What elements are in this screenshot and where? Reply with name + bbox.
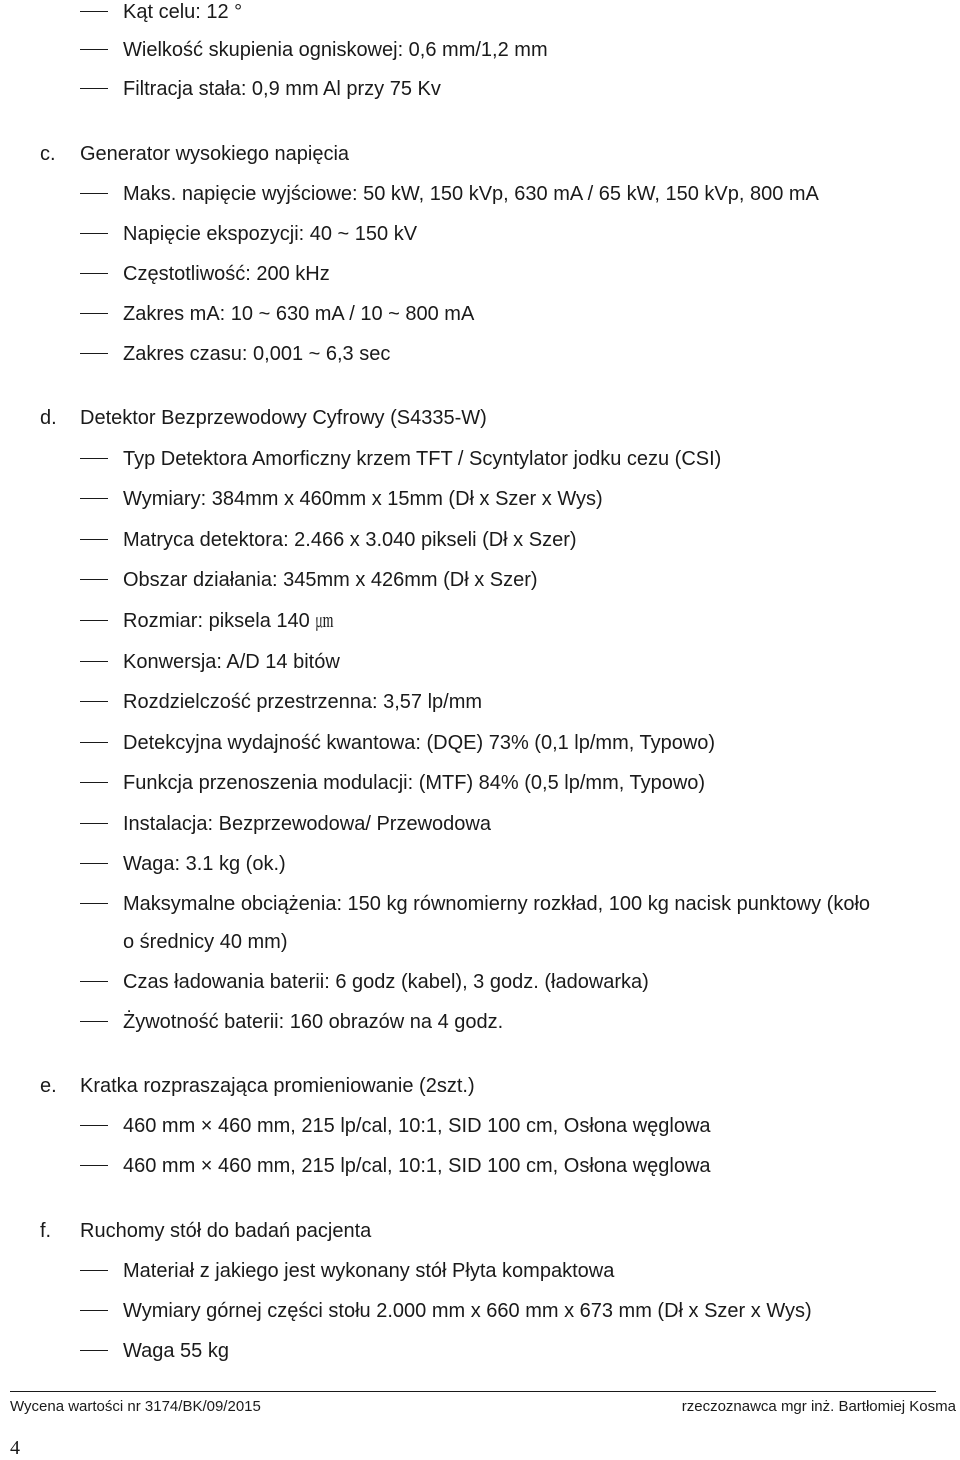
section-title: Kratka rozpraszająca promieniowanie (2szt.) xyxy=(80,1075,475,1097)
list-item-text: Wymiary górnej części stołu 2.000 mm x 660 mm x 673 mm (Dł x Szer x Wys) xyxy=(123,1300,812,1322)
section-letter: c. xyxy=(40,143,56,165)
footer-divider xyxy=(10,1391,936,1392)
section-heading-f xyxy=(0,1211,960,1251)
list-item-text: Żywotność baterii: 160 obrazów na 4 godz. xyxy=(123,1011,504,1033)
dash-bullet xyxy=(80,313,108,314)
list-item-continuation xyxy=(0,922,960,962)
list-item xyxy=(0,642,960,682)
list-item xyxy=(0,69,960,109)
list-item-text: Instalacja: Bezprzewodowa/ Przewodowa xyxy=(123,813,491,835)
section-heading-d xyxy=(0,398,960,438)
list-item-text: Maksymalne obciążenia: 150 kg równomierny rozkład, 100 kg nacisk punktowy (koło xyxy=(123,893,871,915)
footer-document-id: Wycena wartości nr 3174/BK/09/2015 xyxy=(10,1398,261,1415)
dash-bullet xyxy=(80,193,108,194)
list-item xyxy=(0,30,960,70)
list-item-text: Waga 55 kg xyxy=(123,1340,229,1362)
list-item xyxy=(0,334,960,374)
list-item-text: Zakres mA: 10 ~ 630 mA / 10 ~ 800 mA xyxy=(123,303,475,325)
list-item-text: Czas ładowania baterii: 6 godz (kabel), 3 godz. (ładowarka) xyxy=(123,971,649,993)
dash-bullet xyxy=(80,823,108,824)
list-item-text: Konwersja: A/D 14 bitów xyxy=(123,651,340,673)
footer-author: rzeczoznawca mgr inż. Bartłomiej Kosma xyxy=(681,1398,956,1415)
dash-bullet xyxy=(80,903,108,904)
section-letter: e. xyxy=(40,1075,57,1097)
dash-bullet xyxy=(80,273,108,274)
list-item xyxy=(0,962,960,1002)
list-item xyxy=(0,601,960,641)
list-item-text: Funkcja przenoszenia modulacji: (MTF) 84% (0,5 lp/mm, Typowo) xyxy=(123,772,706,794)
list-item-text: 460 mm × 460 mm, 215 lp/cal, 10:1, SID 100 cm, Osłona węglowa xyxy=(123,1155,711,1177)
dash-bullet xyxy=(80,742,108,743)
dash-bullet xyxy=(80,539,108,540)
section-heading-e xyxy=(0,1066,960,1106)
list-item xyxy=(0,439,960,479)
list-item xyxy=(0,214,960,254)
dash-bullet xyxy=(80,1165,108,1166)
dash-bullet xyxy=(80,1310,108,1311)
list-item-text: Maks. napięcie wyjściowe: 50 kW, 150 kVp, 630 mA / 65 kW, 150 kVp, 800 mA xyxy=(123,183,819,205)
list-item-text: Kąt celu: 12 ° xyxy=(123,1,243,23)
list-item-text: Rozdzielczość przestrzenna: 3,57 lp/mm xyxy=(123,691,483,713)
section-title: Generator wysokiego napięcia xyxy=(80,143,350,165)
dash-bullet xyxy=(80,579,108,580)
section-letter: d. xyxy=(40,407,57,429)
list-item xyxy=(0,763,960,803)
dash-bullet xyxy=(80,1270,108,1271)
list-item-text: Zakres czasu: 0,001 ~ 6,3 sec xyxy=(123,343,391,365)
list-item-text: Materiał z jakiego jest wykonany stół Płyta kompaktowa xyxy=(123,1260,615,1282)
list-item-text: Wielkość skupienia ogniskowej: 0,6 mm/1,2 mm xyxy=(123,39,548,61)
dash-bullet xyxy=(80,1125,108,1126)
dash-bullet xyxy=(80,49,108,50)
section-letter: f. xyxy=(40,1220,52,1242)
list-item-text xyxy=(123,601,333,642)
pixel-size-label: Rozmiar: piksela 140 xyxy=(123,610,310,632)
list-item xyxy=(0,294,960,334)
dash-bullet xyxy=(80,11,108,12)
list-item-text: 460 mm × 460 mm, 215 lp/cal, 10:1, SID 100 cm, Osłona węglowa xyxy=(123,1115,711,1137)
list-item xyxy=(0,682,960,722)
dash-bullet xyxy=(80,620,108,621)
list-item xyxy=(0,479,960,519)
section-title: Detektor Bezprzewodowy Cyfrowy (S4335-W) xyxy=(80,407,487,429)
list-item-text: Waga: 3.1 kg (ok.) xyxy=(123,853,286,875)
dash-bullet xyxy=(80,458,108,459)
section-heading-c xyxy=(0,134,960,174)
micrometer-unit: ㎛ xyxy=(315,611,334,632)
list-item-text: Filtracja stała: 0,9 mm Al przy 75 Kv xyxy=(123,78,441,100)
list-item xyxy=(0,0,960,32)
list-item-text: Częstotliwość: 200 kHz xyxy=(123,263,330,285)
page-number: 4 xyxy=(10,1437,20,1459)
list-item xyxy=(0,1291,960,1331)
dash-bullet xyxy=(80,353,108,354)
list-item-text: Matryca detektora: 2.466 x 3.040 pikseli (Dł x Szer) xyxy=(123,529,577,551)
section-title: Ruchomy stół do badań pacjenta xyxy=(80,1220,372,1242)
list-item-text: Napięcie ekspozycji: 40 ~ 150 kV xyxy=(123,223,418,245)
list-item-text: Obszar działania: 345mm x 426mm (Dł x Szer) xyxy=(123,569,538,591)
list-item xyxy=(0,804,960,844)
dash-bullet xyxy=(80,782,108,783)
dash-bullet xyxy=(80,498,108,499)
dash-bullet xyxy=(80,981,108,982)
list-item xyxy=(0,174,960,214)
list-item xyxy=(0,1106,960,1146)
list-item xyxy=(0,1251,960,1291)
list-item xyxy=(0,560,960,600)
list-item xyxy=(0,520,960,560)
list-item xyxy=(0,1002,960,1042)
dash-bullet xyxy=(80,863,108,864)
dash-bullet xyxy=(80,1350,108,1351)
list-item-text: Wymiary: 384mm x 460mm x 15mm (Dł x Szer x Wys) xyxy=(123,488,603,510)
dash-bullet xyxy=(80,661,108,662)
dash-bullet xyxy=(80,701,108,702)
dash-bullet xyxy=(80,1021,108,1022)
list-item-text: Detekcyjna wydajność kwantowa: (DQE) 73% (0,1 lp/mm, Typowo) xyxy=(123,732,716,754)
dash-bullet xyxy=(80,233,108,234)
list-item xyxy=(0,254,960,294)
list-item xyxy=(0,1331,960,1371)
list-item-text: Typ Detektora Amorficzny krzem TFT / Scyntylator jodku cezu (CSI) xyxy=(123,448,722,470)
dash-bullet xyxy=(80,88,108,89)
list-item xyxy=(0,884,960,924)
list-item xyxy=(0,723,960,763)
list-item xyxy=(0,844,960,884)
list-item xyxy=(0,1146,960,1186)
list-item-text: o średnicy 40 mm) xyxy=(123,931,288,953)
